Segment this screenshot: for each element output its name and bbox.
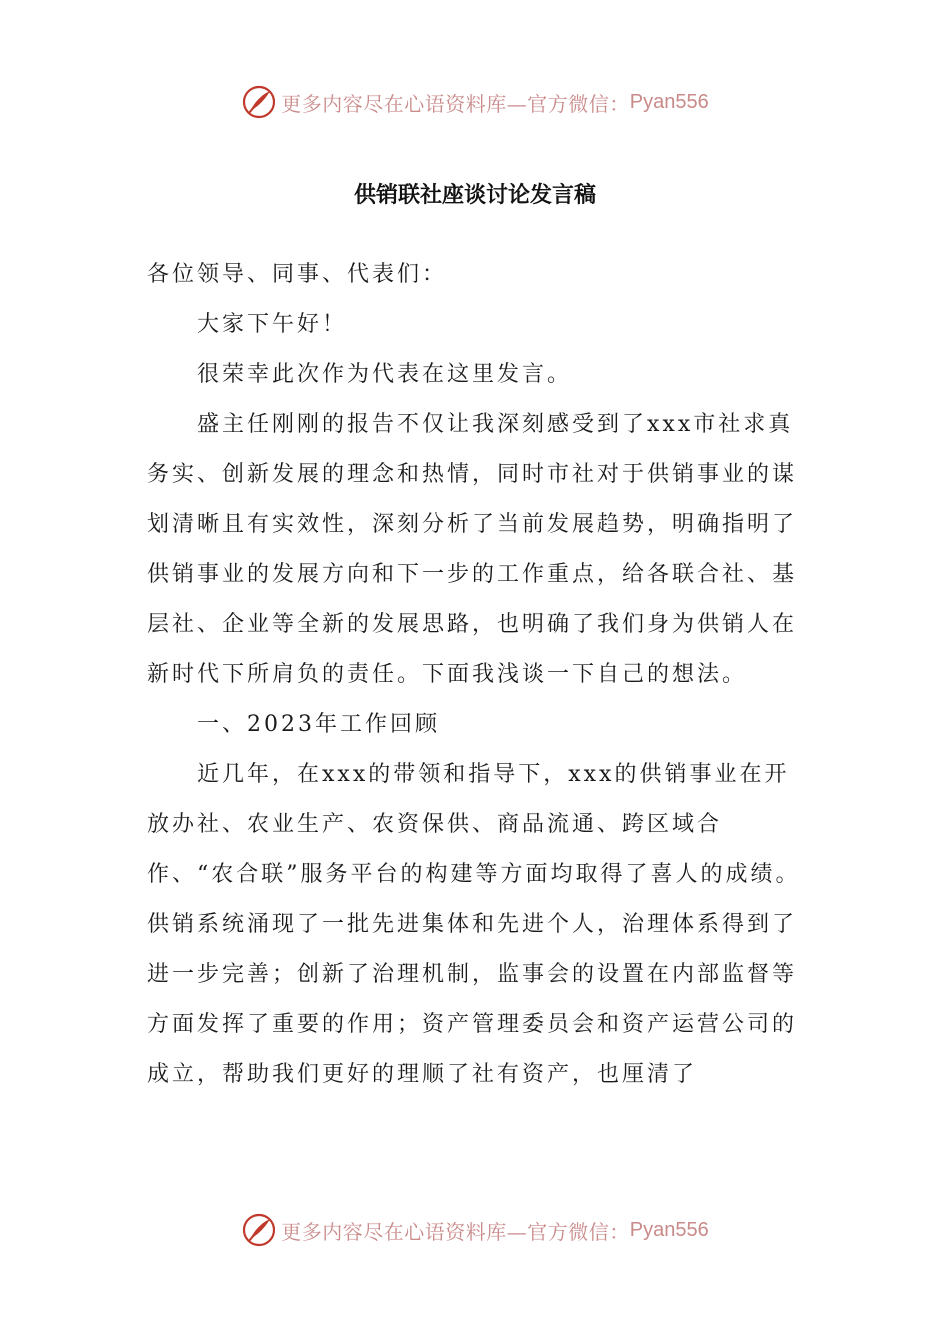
watermark-wechat-id: Pyan556	[629, 90, 709, 113]
paragraph: 很荣幸此次作为代表在这里发言。	[197, 362, 573, 387]
feather-pen-logo-icon	[241, 84, 277, 120]
feather-pen-logo-icon	[241, 1212, 277, 1248]
paragraph: 近几年，在xxx的带领和指导下，xxx的供销事业在开放办社、农业生产、农资保供、商品流通、跨区域合作、“农合联”服务平台的构建等方面均取得了喜人的成绩。供销系统涌现了一批先进集体和先进个人，治理体系得到了进一步完善；创新了治理机制，监事会的设置在内部监督等方面发挥了重要的作用；资产管理委员会和资产运营公司的成立，帮助我们更好的理顺了社有资产，也厘清了	[147, 762, 801, 1087]
footer-watermark	[0, 1210, 950, 1250]
watermark-text: 更多内容尽在心语资料库—官方微信：	[281, 1219, 630, 1244]
greeting: 各位领导、同事、代表们：	[147, 262, 448, 287]
document-title: 供销联社座谈讨论发言稿	[353, 183, 596, 208]
document-body	[147, 250, 807, 1100]
watermark-wechat-id: Pyan556	[629, 1218, 709, 1241]
watermark-text: 更多内容尽在心语资料库—官方微信：	[281, 91, 630, 116]
paragraph: 盛主任刚刚的报告不仅让我深刻感受到了xxx市社求真务实、创新发展的理念和热情，同时市社对于供销事业的谋划清晰且有实效性，深刻分析了当前发展趋势，明确指明了供销事业的发展方向和下一步的工作重点，给各联合社、基层社、企业等全新的发展思路，也明确了我们身为供销人在新时代下所肩负的责任。下面我浅谈一下自己的想法。	[147, 412, 798, 687]
paragraph: 大家下午好！	[197, 312, 348, 337]
section-heading: 一、2023年工作回顾	[197, 712, 440, 737]
header-watermark	[0, 82, 950, 122]
